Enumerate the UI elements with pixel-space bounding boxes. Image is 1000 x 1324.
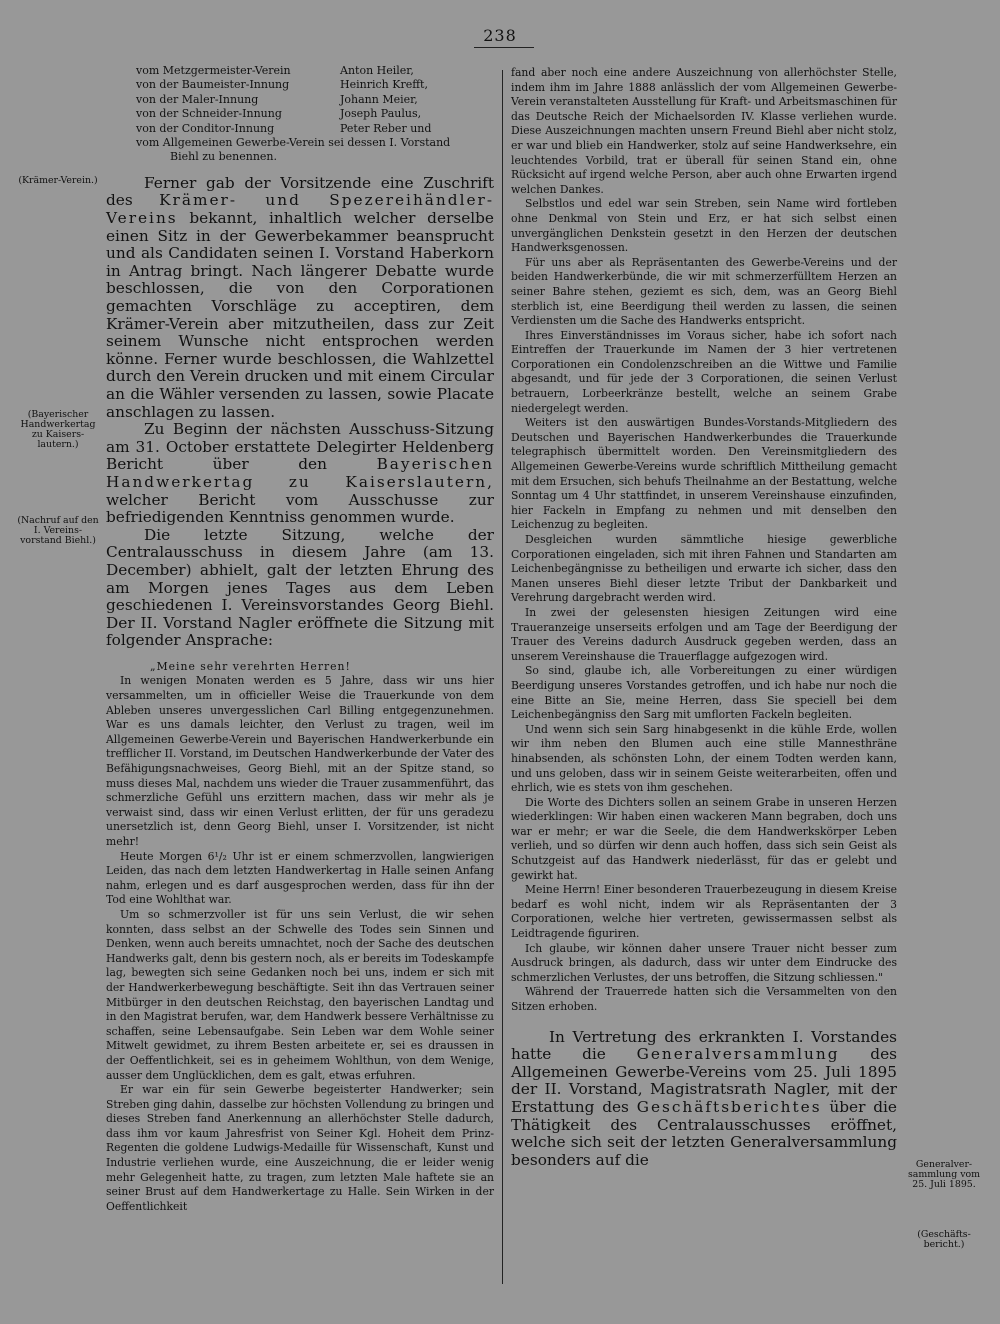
paragraph: In wenigen Monaten werden es 5 Jahre, dass wir uns hier versammelten, um in officieller Weise die Trauerkunde von dem Ableben unseres unvergesslichen Carl Billing entgegenzunehmen. War es uns damals leichter, den Verlust zu tragen, weil im Allgemeinen Gewerbe-Verein und Bayerischen Handwerkerbunde ein trefflicher II. Vorstand, im Deutschen Handwerkerbunde der Vater des Befähigungsnachweises, Georg Biehl, mit an der Spitze stand, so muss dieses Mal, nachdem uns wieder die Trauer zusammenführt, das schmerzliche Gefühl uns erzittern machen, dass wir mehr als je verwaist sind, dass wir einen Verlust erlitten, der für uns geradezu unersetzlich ist, denn Georg Biehl, unser I. Vorsitzender, ist nicht mehr! [106,674,494,848]
paragraph: Ferner gab der Vorsitzende eine Zuschrift des Krämer- und Spezereihändler-Vereins bekannt, inhaltlich welcher derselbe einen Sitz in der Gewerbekammer beansprucht und als Candidaten seinen I. Vorstand Haberkorn in Antrag bringt. Nach längerer Debatte wurde beschlossen, die von den Corporationen gemachten Vorschläge zu acceptiren, dem Krämer-Verein aber mitzutheilen, dass zur Zeit seinem Wunsche nicht entsprochen werden könne. Ferner wurde beschlossen, die Wahlzettel durch den Verein drucken und mit einem Circular an die Wähler versenden zu lassen, sowie Placate anschlagen zu lassen. [106,173,494,421]
right-column [511,66,897,1169]
list-item: von der Baumeister-Innung Heinrich Krefft, [136,78,428,92]
paragraph: Die Worte des Dichters sollen an seinem Grabe in unseren Herzen wiederklingen: Wir haben einen wackeren Mann begraben, doch uns war er mehr; er war die Seele, die dem Handwerkskörper Leben verlieh, und so dürfen wir denn auch hoffen, dass sich sein Geist als Schutzgeist auf das Handwerk niederlässt, für das er gelebt und gewirkt hat. [511,795,897,882]
margin-note-generalversammlung: Generalver- sammlung vom 25. Juli 1895. [907,1159,981,1190]
paragraph: Ich glaube, wir können daher unsere Trauer nicht besser zum Ausdruck bringen, als dadurch, dass wir unter dem Eindrucke des schmerzlichen Verlustes, der uns betroffen, die Sitzung schliessen." [511,941,897,984]
list-item: von der Maler-Innung Johann Meier, [136,92,418,106]
paragraph: So sind, glaube ich, alle Vorbereitungen zu einer würdigen Beerdigung unseres Vorstandes getroffen, und ich habe nur noch die eine Bitte an Sie, meine Herren, dass Sie speciell bei dem Leichenbegängniss den Sarg mit umflorten Fackeln begleiten. [511,664,897,722]
spaced-emphasis: Geschäftsberichtes [636,1097,822,1116]
speech-title: „Meine sehr verehrten Herren! [150,659,351,673]
margin-note-handwerkertag: (Bayerischer Handwerkertag zu Kaisers- lautern.) [20,409,96,450]
paragraph: fand aber noch eine andere Auszeichnung von allerhöchster Stelle, indem ihm im Jahre 1888 anlässlich der vom Allgemeinen Gewerbe-Verein veranstalteten Ausstellung für Kraft- und Arbeitsmaschinen für das Deutsche Reich der Michaelsorden IV. Klasse verliehen wurde. Diese Auszeichnungen machten unsern Freund Biehl aber nicht stolz, er war und blieb ein Handwerker, stolz auf seine Handwerksehre, ein leuchtendes Vorbild, trat er überall für seinen Stand ein, ohne Rücksicht auf irgend welche Person, aber auch ohne Erwarten irgend welchen Dankes. [511,66,897,196]
page-number: 238 [483,26,517,45]
paragraph: Um so schmerzvoller ist für uns sein Verlust, die wir sehen konnten, dass selbst an der Schwelle des Todes sein Sinnen und Denken, wenn auch bereits umnachtet, noch der Sache des deutschen Handwerks galt, denn bis gestern noch, als er bereits im Todeskampfe lag, bewegten sich seine Gedanken noch bei uns, indem er sich mit der Handwerkerbewegung beschäftigte. Seit ihn das Vertrauen seiner Mitbürger in den deutschen Reichstag, den bayerischen Landtag und in den Magistrat berufen, war, dem Handwerk bessere Verhältnisse zu schaffen, seine Lebensaufgabe. Sein Leben war dem Wohle seiner Mitwelt gewidmet, zu ihrem Besten arbeitete er, sei es draussen in der Oeffentlichkeit, sei es in geheimem Wohlthun, von dem Wenige, ausser dem Unglücklichen, dem es galt, etwas erfuhren. [106,907,494,1082]
paragraph: Desgleichen wurden sämmtliche hiesige gewerbliche Corporationen eingeladen, sich mit ihren Fahnen und Standarten am Leichenbegängnisse zu betheiligen und erwarte ich sicher, dass den Manen unseres Biehl dieser letzte Tribut der Dankbarkeit und Verehrung dargebracht werden wird. [511,533,897,605]
delegate-list [136,64,494,165]
paragraph: Für uns aber als Repräsentanten des Gewerbe-Vereins und der beiden Handwerkerbünde, die wir mit schmerzerfülltem Herzen an seiner Bahre stehen, geziemt es sich, dem, was an Georg Biehl sterblich ist, eine Beerdigung theil werden zu lassen, die seinen Verdiensten um die Sache des Handwerks entspricht. [511,255,897,328]
list-item: Biehl zu benennen. [170,150,277,164]
paragraph: Er war ein für sein Gewerbe begeisterter Handwerker; sein Streben ging dahin, dasselbe zur höchsten Vollendung zu bringen und dieses Streben fand Anerkennung an allerhöchster Stelle dadurch, dass ihm vor kaum Jahresfrist von Seiner Kgl. Hoheit dem Prinz-Regenten die goldene Ludwigs-Medaille für Wissenschaft, Kunst und Industrie verliehen wurde, eine Auszeichnung, die er leider wenig mehr Gelegenheit hatte, zu tragen, zum letzten Male haftete sie an seiner Brust auf dem Handwerkertage zu Halle. Sein Wirken in der Oeffentlichkeit [106,1083,494,1213]
paragraph: Heute Morgen 6¹/₂ Uhr ist er einem schmerzvollen, langwierigen Leiden, das nach dem letzten Handwerkertag in Halle seinen Anfang nahm, erlegen und es darf ausgesprochen werden, dass für ihn der Tod eine Wohlthat war. [106,849,494,907]
paragraph: Zu Beginn der nächsten Ausschuss-Sitzung am 31. October erstattete Delegirter Heldenberg Bericht über den Bayerischen Handwerkertag zu Kaiserslautern, welcher Bericht vom Ausschusse zur befriedigenden Kenntniss genommen wurde. [106,420,494,527]
margin-note-kraemer: (Krämer-Verein.) [18,175,98,186]
column-divider [502,70,503,1284]
paragraph: Meine Herrn! Einer besonderen Trauerbezeugung in diesem Kreise bedarf es wohl nicht, indem wir als Repräsentanten der 3 Corporationen, welche hier vertreten, gewissermassen selbst als Leidtragende figuriren. [511,883,897,941]
list-item: von der Conditor-Innung Peter Reber und [136,121,432,135]
list-item: vom Allgemeinen Gewerbe-Verein sei dessen I. Vorstand [136,136,451,150]
margin-note-geschaeftsbericht: (Geschäfts- bericht.) [917,1229,971,1250]
paragraph: Die letzte Sitzung, welche der Centralausschuss in diesem Jahre (am 13. December) abhielt, galt der letzten Ehrung des am Morgen jenes Tages aus dem Leben geschiedenen I. Vereinsvorstandes Georg Biehl. Der II. Vorstand Nagler eröffnete die Sitzung mit folgender Ansprache: [106,525,494,650]
paragraph: In Vertretung des erkrankten I. Vorstandes hatte die Generalversammlung des Allgemeinen Gewerbe-Vereins vom 25. Juli 1895 der II. Vorstand, Magistratsrath Nagler, mit der Erstattung des Geschäftsberichtes über die Thätigkeit des Centralausschusses eröffnet, welche sich seit der letzten Generalversammlung besonders auf die [511,1027,897,1169]
paragraph: Während der Trauerrede hatten sich die Versammelten von den Sitzen erhoben. [511,985,897,1013]
paragraph: Weiters ist den auswärtigen Bundes-Vorstands-Mitgliedern des Deutschen und Bayerischen Handwerkerbundes die Trauerkunde telegraphisch übermittelt worden. Den Vereinsmitgliedern des Allgemeinen Gewerbe-Vereins wurde schriftlich Mittheilung gemacht mit dem Ersuchen, sich behufs Theilnahme an der Bestattung, welche Sonntag um 4 Uhr stattfindet, in unserem Vereinshause einzufinden, hier Fackeln in Empfang zu nehmen und mit denselben den Leichenzug zu begleiten. [511,416,897,532]
paragraph: Ihres Einverständnisses im Voraus sicher, habe ich sofort nach Eintreffen der Trauerkunde im Namen der 3 hier vertretenen Corporationen ein Condolenzschreiben an die Wittwe und Familie abgesandt, und für jede der 3 Corporationen, die seinen Verlust betrauern, Lorbeerkränze bestellt, welche an seinem Grabe niedergelegt werden. [511,328,897,415]
paragraph: Selbstlos und edel war sein Streben, sein Name wird fortleben ohne Denkmal von Stein und Erz, er hat sich selbst einen unvergänglichen Denkstein gesetzt in den Herzen der deutschen Handwerksgenossen. [511,197,897,255]
paragraph: In zwei der gelesensten hiesigen Zeitungen wird eine Traueranzeige unserseits erfolgen und am Tage der Beerdigung der Trauer des Vereins dadurch Ausdruck gegeben werden, dass an unserem Vereinshause die Trauerflagge aufgezogen wird. [511,605,897,663]
list-item: von der Schneider-Innung Joseph Paulus, [136,107,422,121]
list-item: vom Metzgermeister-Verein Anton Heiler, [136,64,414,77]
spaced-emphasis: Krämer- und Spezereihändler-Vereins [106,191,494,228]
page-number-rule [474,47,534,48]
left-column [106,64,494,1214]
spaced-emphasis: Bayerischen Handwerkertag zu Kaiserslautern, [106,455,494,491]
spaced-emphasis: Generalversammlung [636,1045,840,1064]
paragraph: Und wenn sich sein Sarg hinabgesenkt in die kühle Erde, wollen wir ihm neben den Blumen auch eine stille Mannesthräne hinabsenden, als schönsten Lohn, der einem Todten werden kann, und uns geloben, dass wir in seinem Geiste weiterarbeiten, offen und ehrlich, wie es stets von ihm geschehen. [511,722,897,795]
margin-note-nachruf: (Nachruf auf den I. Vereins- vorstand Biehl.) [17,515,99,546]
